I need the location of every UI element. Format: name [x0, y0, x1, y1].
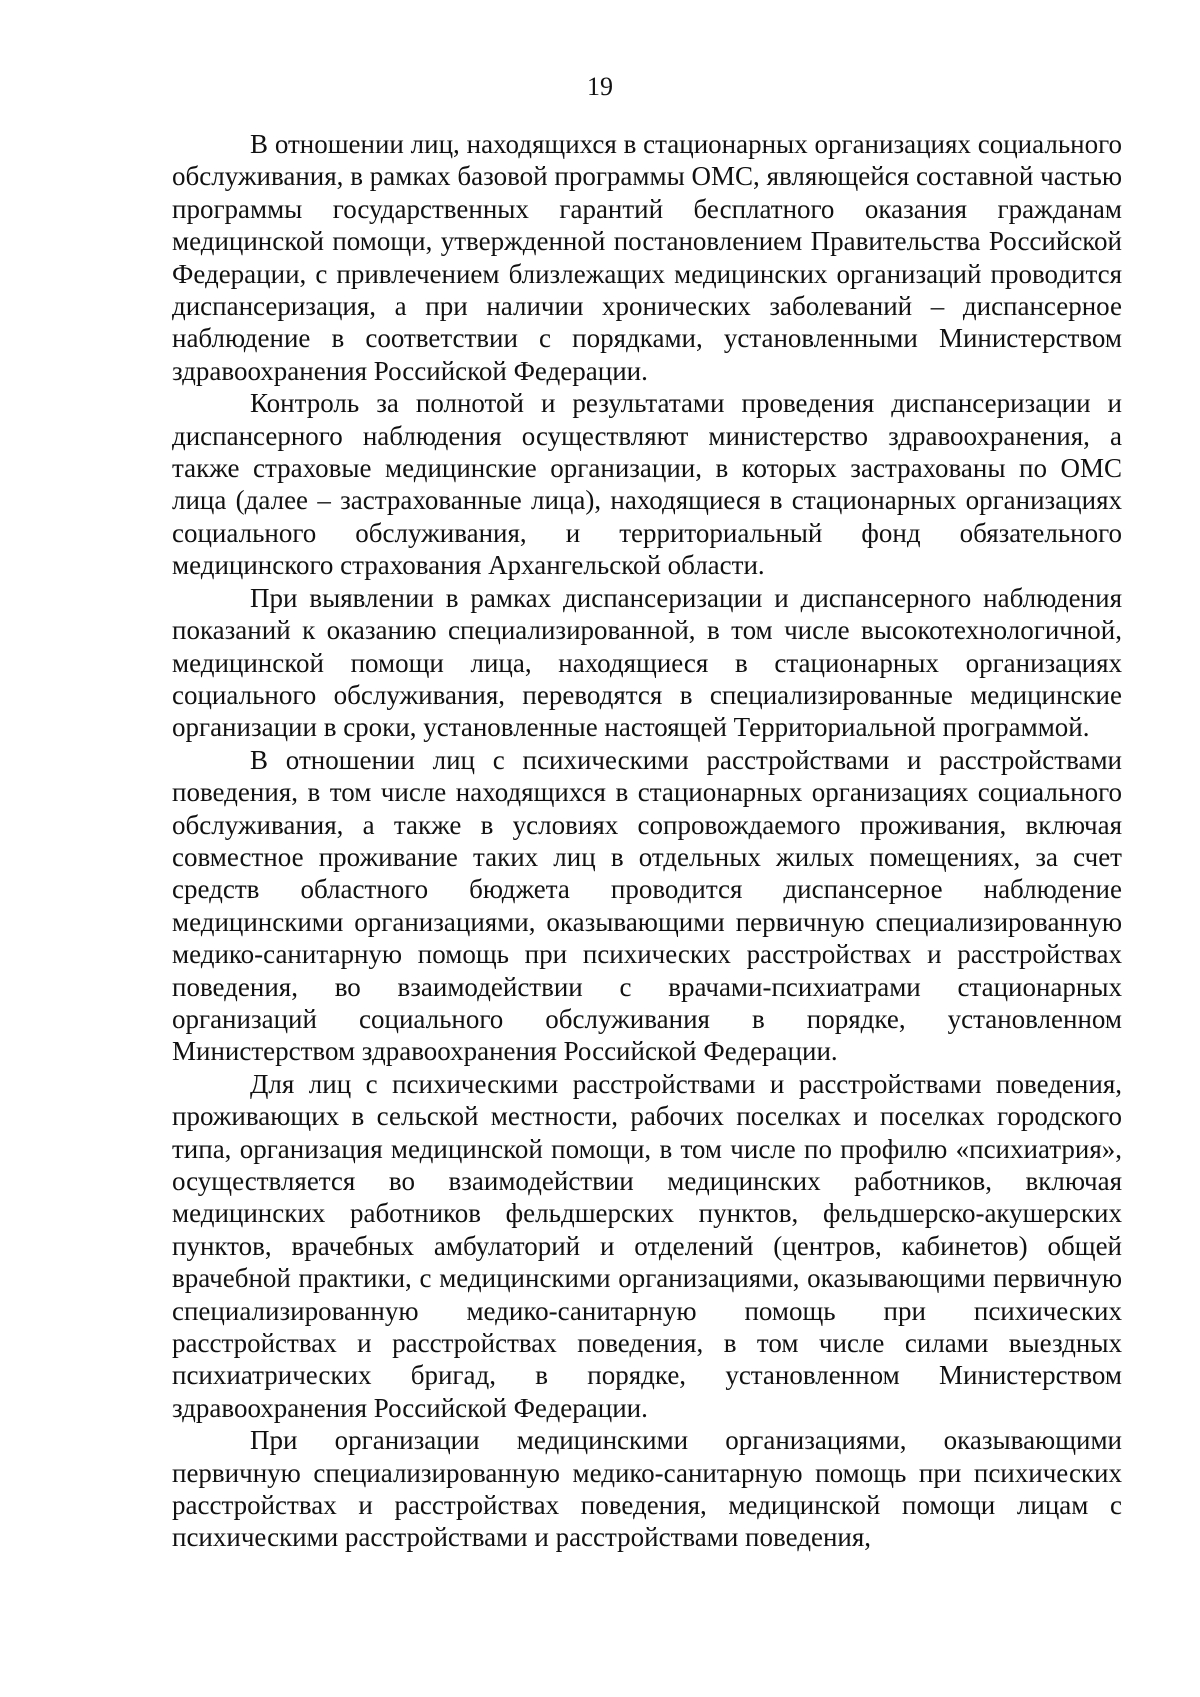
paragraph: В отношении лиц, находящихся в стационарных организациях социального обслуживания, в рамках базовой программы ОМС, являющейся составной частью программы государственных гарантий бесплатного оказания гражданам медицинской помощи, утвержденной постановлением Правительства Российской Федерации, с привлечением близлежащих медицинских организаций проводится диспансеризация, а при наличии хронических заболеваний – диспансерное наблюдение в соответствии с порядками, установленными Министерством здравоохранения Российской Федерации. — [172, 129, 1122, 386]
paragraph: Для лиц с психическими расстройствами и расстройствами поведения, проживающих в сельской местности, рабочих поселках и поселках городского типа, организация медицинской помощи, в том числе по профилю «психиатрия», осуществляется во взаимодействии медицинских работников, включая медицинских работников фельдшерских пунктов, фельдшерско-акушерских пунктов, врачебных амбулаторий и отделений (центров, кабинетов) общей врачебной практики, с медицинскими организациями, оказывающими первичную специализированную медико-санитарную помощь при психических расстройствах и расстройствах поведения, в том числе силами выездных психиатрических бригад, в порядке, установленном Министерством здравоохранения Российской Федерации. — [172, 1068, 1122, 1423]
paragraph: Контроль за полнотой и результатами проведения диспансеризации и диспансерного наблюдения осуществляют министерство здравоохранения, а также страховые медицинские организации, в которых застрахованы по ОМС лица (далее – застрахованные лица), находящиеся в стационарных организациях социального обслуживания, и территориальный фонд обязательного медицинского страхования Архангельской области. — [172, 388, 1122, 581]
document-body — [172, 128, 1122, 1554]
paragraph: В отношении лиц с психическими расстройствами и расстройствами поведения, в том числе находящихся в стационарных организациях социального обслуживания, а также в условиях сопровождаемого проживания, включая совместное проживание таких лиц в отдельных жилых помещениях, за счет средств областного бюджета проводится диспансерное наблюдение медицинскими организациями, оказывающими первичную специализированную медико-санитарную помощь при психических расстройствах и расстройствах поведения, во взаимодействии с врачами-психиатрами стационарных организаций социального обслуживания в порядке, установленном Министерством здравоохранения Российской Федерации. — [172, 744, 1122, 1067]
paragraph: При организации медицинскими организациями, оказывающими первичную специализированную медико-санитарную помощь при психических расстройствах и расстройствах поведения, медицинской помощи лицам с психическими расстройствами и расстройствами поведения, — [172, 1425, 1122, 1553]
page-number: 19 — [587, 72, 613, 101]
paragraph: При выявлении в рамках диспансеризации и диспансерного наблюдения показаний к оказанию специализированной, в том числе высокотехнологичной, медицинской помощи лица, находящиеся в стационарных организациях социального обслуживания, переводятся в специализированные медицинские организации в сроки, установленные настоящей Территориальной программой. — [172, 582, 1122, 743]
